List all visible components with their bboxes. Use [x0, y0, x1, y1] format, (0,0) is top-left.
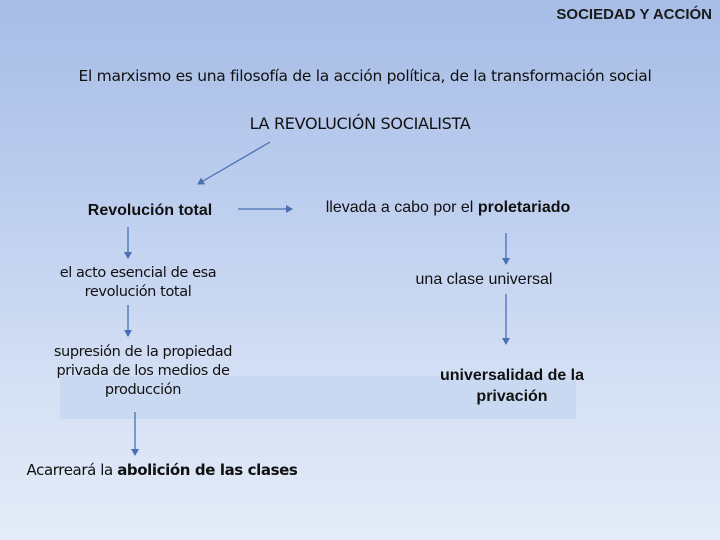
subtitle: El marxismo es una filosofía de la acción política, de la transformación social [78, 67, 652, 85]
node-acto-esencial-line1: el acto esencial de esa [59, 265, 217, 281]
node-clase-universal: una clase universal [415, 271, 553, 288]
node-abolicion [22, 461, 302, 481]
node-revolucion-total: Revolución total [87, 202, 213, 219]
arrow-title-to-revolucion [198, 142, 270, 184]
node-acto-esencial-line2: revolución total [84, 283, 192, 300]
node-supresion-line2: privada de los medios de [56, 362, 230, 379]
node-abolicion-prefix: Acarreará la [26, 461, 118, 479]
node-proletariado-prefix: llevada a cabo por el [325, 199, 478, 216]
node-universalidad-line2: privación [476, 387, 548, 405]
node-abolicion-bold: abolición de las clases [117, 461, 298, 479]
node-proletariado-bold: proletariado [477, 199, 571, 216]
slide-heading: SOCIEDAD Y ACCIÓN [556, 6, 712, 23]
node-supresion [18, 343, 268, 400]
node-supresion-line3: producción [104, 381, 182, 398]
node-proletariado [298, 198, 598, 219]
node-acto-esencial [28, 264, 248, 302]
node-universalidad-line1: universalidad de la [439, 367, 585, 384]
node-universalidad [402, 366, 622, 408]
diagram-title: LA REVOLUCIÓN SOCIALISTA [249, 114, 471, 133]
node-supresion-line1: supresión de la propiedad [53, 344, 233, 360]
